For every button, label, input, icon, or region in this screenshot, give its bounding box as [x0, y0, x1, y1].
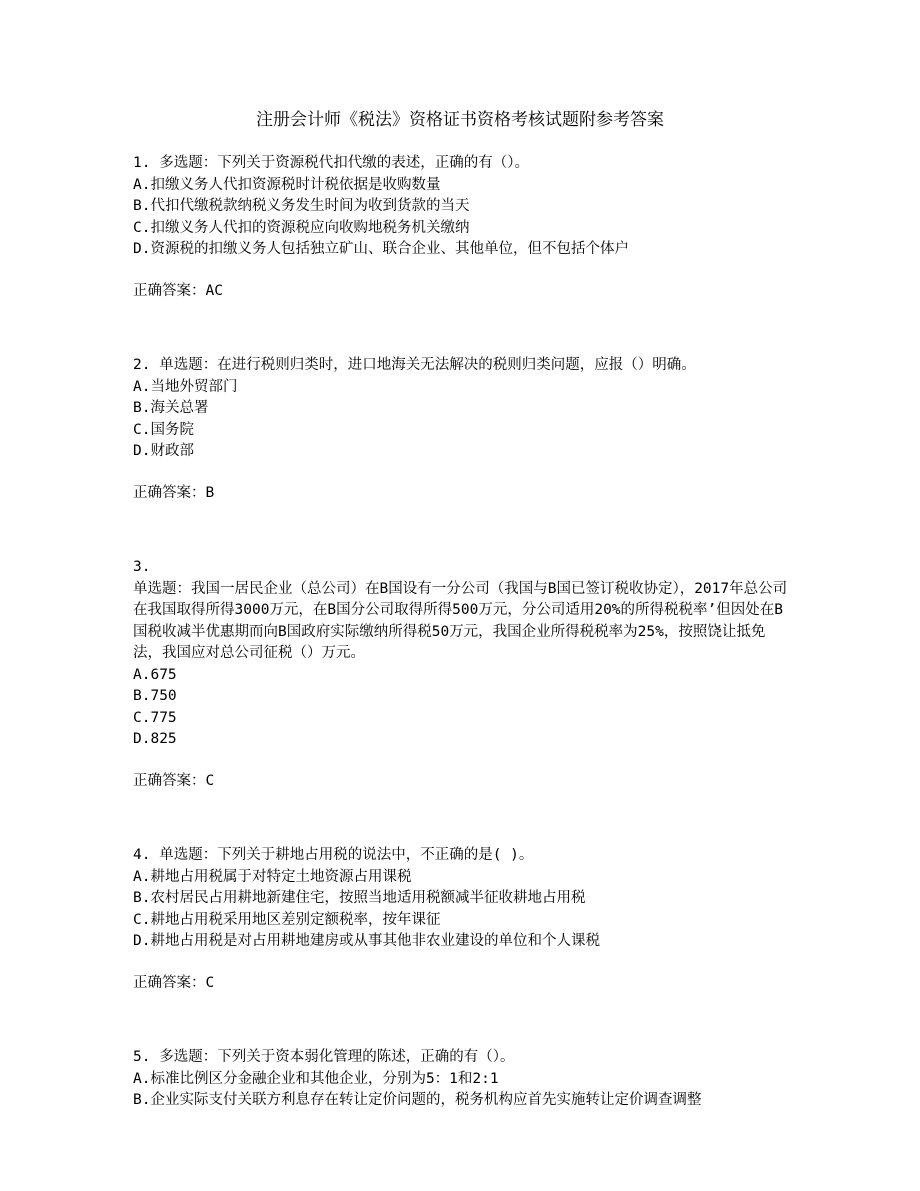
- option-c: C.耕地占用税采用地区差别定额税率，按年课征: [133, 911, 441, 928]
- question-number: 3.: [133, 559, 151, 575]
- question-5: [133, 1047, 793, 1112]
- option-a: A.675: [133, 666, 177, 683]
- spacer: [133, 504, 793, 557]
- option-d: D.耕地占用税是对占用耕地建房或从事其他非农业建设的单位和个人课税: [133, 933, 600, 949]
- question-1: [133, 153, 793, 302]
- option-b: B.企业实际支付关联方利息存在转让定价问题的，税务机构应首先实施转让定价调查调整: [133, 1092, 702, 1108]
- option-d: D.资源税的扣缴义务人包括独立矿山、联合企业、其他单位，但不包括个体户: [133, 241, 629, 257]
- document-title: 注册会计师《税法》资格证书资格考核试题附参考答案: [256, 110, 664, 130]
- question-stem: 下列关于耕地占用税的说法中，不正确的是( )。: [217, 847, 534, 863]
- question-3-stem: [133, 579, 793, 665]
- question-2: [133, 355, 793, 504]
- option-c: C.775: [133, 709, 177, 726]
- question-type: 多选题：: [159, 155, 218, 171]
- option-d: D.财政部: [133, 443, 194, 459]
- question-2-header: [133, 355, 793, 377]
- question-number: 4.: [133, 847, 151, 863]
- option-a: A.扣缴义务人代扣资源税时计税依据是收购数量: [133, 176, 441, 193]
- correct-answer: 正确答案：AC: [133, 282, 223, 299]
- question-4-header: [133, 845, 793, 867]
- correct-answer: 正确答案：B: [133, 484, 215, 501]
- option-b: B.农村居民占用耕地新建住宅，按照当地适用税额减半征收耕地占用税: [133, 890, 586, 906]
- question-stem: 在进行税则归类时，进口地海关无法解决的税则归类问题，应报（）明确。: [217, 357, 696, 373]
- option-d: D.825: [133, 731, 177, 747]
- question-4: [133, 845, 793, 994]
- question-stem: 我国一居民企业（总公司）在B国设有一分公司（我国与B国已签订税收协定），2017年总公司在我国取得所得3000万元，在B国分公司取得所得500万元，分公司适用20%的所得税税率’但因处在B国税收减半优惠期而向B国政府实际缴纳所得税50万元，我国企业所得税税率为25%，按照饶让抵免法，我国应对总公司征税（）万元。: [133, 580, 788, 661]
- option-b: B.代扣代缴税款纳税义务发生时间为收到货款的当天: [133, 198, 470, 214]
- question-number: 5.: [133, 1049, 151, 1065]
- option-b: B.750: [133, 688, 177, 704]
- correct-answer: 正确答案：C: [133, 772, 215, 789]
- option-a: A.当地外贸部门: [133, 378, 238, 395]
- question-5-header: [133, 1047, 793, 1069]
- option-c: C.国务院: [133, 421, 194, 438]
- option-c: C.扣缴义务人代扣的资源税应向收购地税务机关缴纳: [133, 219, 470, 236]
- question-number: 2.: [133, 357, 151, 373]
- question-list: [133, 153, 793, 1112]
- question-number: 1.: [133, 155, 151, 171]
- question-type: 单选题：: [159, 357, 218, 373]
- correct-answer: 正确答案：C: [133, 974, 215, 991]
- question-type: 单选题：: [159, 847, 218, 863]
- question-3: [133, 557, 793, 792]
- question-stem: 下列关于资源税代扣代缴的表述，正确的有（）。: [217, 155, 529, 171]
- spacer: [133, 994, 793, 1047]
- option-b: B.海关总署: [133, 400, 209, 416]
- question-stem: 下列关于资本弱化管理的陈述，正确的有（）。: [217, 1049, 515, 1065]
- option-a: A.耕地占用税属于对特定土地资源占用课税: [133, 868, 412, 885]
- spacer: [133, 302, 793, 355]
- question-1-header: [133, 153, 793, 175]
- spacer: [133, 792, 793, 845]
- option-a: A.标准比例区分金融企业和其他企业，分别为5：1和2:1: [133, 1070, 499, 1087]
- question-type: 多选题：: [159, 1049, 218, 1065]
- question-type: 单选题：: [133, 580, 191, 597]
